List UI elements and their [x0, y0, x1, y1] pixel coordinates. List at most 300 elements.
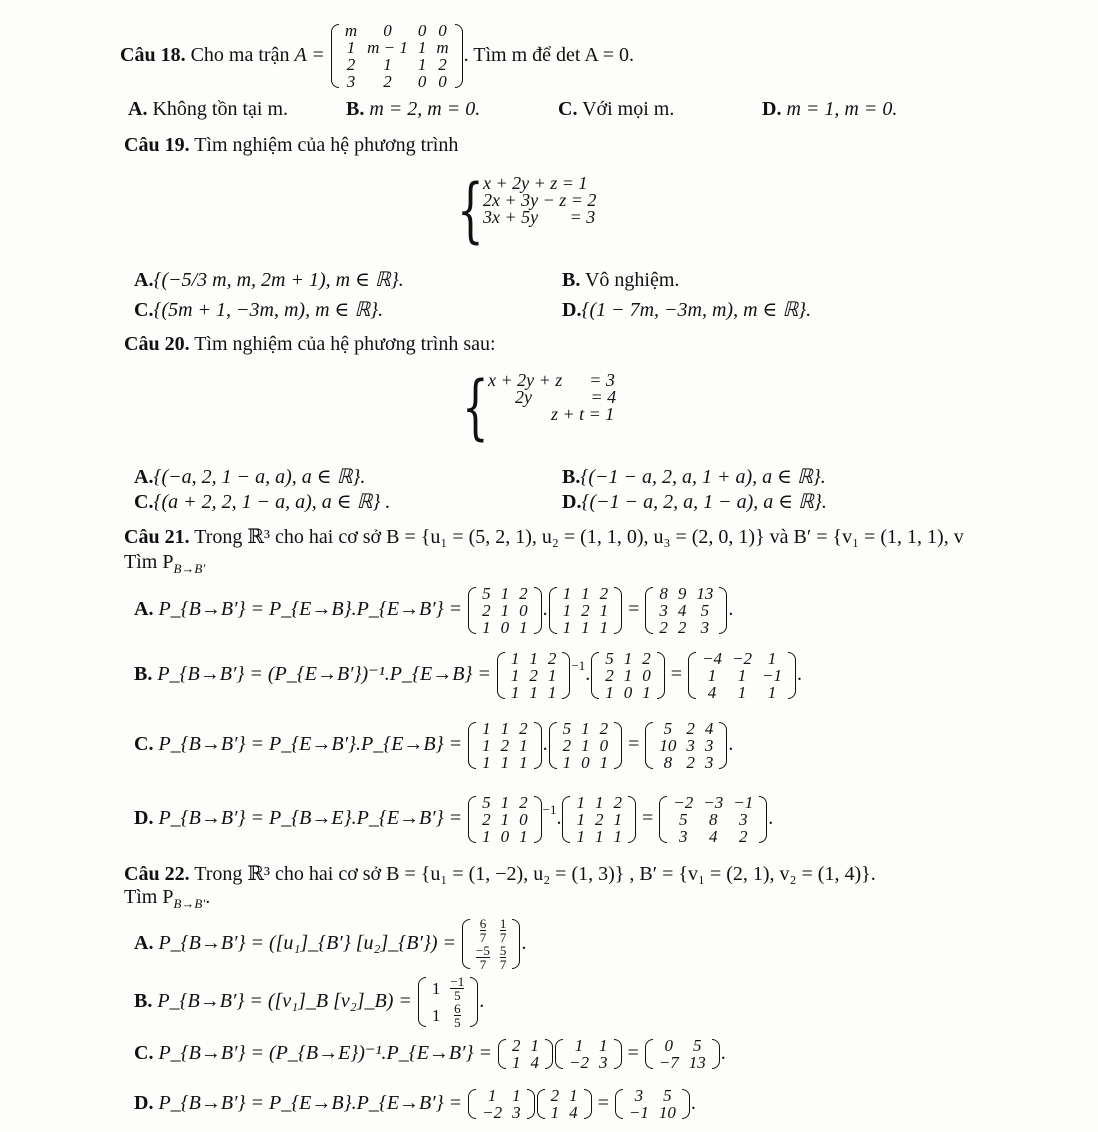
- matrix-cell: 3: [700, 617, 710, 637]
- matrix: [467, 720, 543, 771]
- answer-option[interactable]: [134, 465, 365, 489]
- matrix-cell: 2: [599, 583, 609, 603]
- option-label: B.: [346, 98, 365, 120]
- option-label: B.: [562, 269, 581, 291]
- matrix-cell: −3: [703, 792, 724, 812]
- matrix: [461, 917, 521, 971]
- equals-sign: =: [665, 663, 688, 685]
- matrix-cell: 1: [599, 617, 609, 637]
- matrix: [561, 794, 637, 845]
- matrix-cell: 2: [346, 55, 356, 75]
- matrix-cell: 8: [663, 752, 673, 772]
- matrix-cell: 1: [500, 752, 510, 772]
- answer-option[interactable]: [134, 298, 383, 322]
- question-label: Câu 21.: [124, 526, 190, 548]
- matrix-table: [427, 975, 469, 1029]
- matrix-cell: 1: [605, 682, 614, 702]
- answer-option[interactable]: [346, 97, 480, 121]
- equation: x + 2y + z = 1: [483, 173, 588, 193]
- option-formula: P_{B→B′} = P_{B→E}.P_{E→B′} =: [158, 807, 463, 829]
- matrix-cell: 5: [482, 792, 491, 812]
- matrix-cell: 1: [417, 55, 427, 75]
- matrix-cell: m: [344, 21, 358, 41]
- matrix-cell: [427, 1002, 446, 1029]
- matrix-cell: 1: [383, 55, 392, 75]
- matrix-cell: 3: [599, 1053, 608, 1073]
- equation: 3x + 5y = 3: [483, 207, 596, 227]
- answer-option[interactable]: [134, 785, 773, 851]
- matrix-cell: −2: [673, 792, 694, 812]
- matrix-cell: 1: [576, 809, 585, 829]
- option-text: m = 1, m = 0.: [786, 98, 898, 120]
- matrix: [417, 975, 479, 1029]
- matrix-cell: 1: [482, 718, 491, 738]
- matrix-cell: 4: [569, 1103, 578, 1123]
- answer-option[interactable]: [562, 298, 811, 322]
- matrix-cell: 1: [767, 648, 777, 668]
- answer-option[interactable]: [762, 97, 897, 121]
- option-text: {(5m + 1, −3m, m), m ∈ ℝ}.: [153, 299, 384, 321]
- matrix-cell: 2: [383, 72, 392, 92]
- matrix: [536, 1087, 593, 1121]
- matrix-cell: 13: [696, 583, 714, 603]
- fraction: [454, 1002, 461, 1029]
- matrix-table: [477, 1087, 525, 1121]
- answer-option[interactable]: [134, 1030, 726, 1076]
- matrix-cell: 5: [663, 718, 673, 738]
- matrix-cell: 1: [613, 809, 622, 829]
- option-label: B.: [562, 466, 581, 488]
- matrix-cell: 2: [686, 718, 695, 738]
- question-label: Câu 22.: [124, 863, 190, 885]
- result-matrix: [644, 1037, 721, 1071]
- matrix-cell: 1: [574, 1036, 584, 1056]
- matrix-cell: 1: [599, 752, 609, 772]
- option-label: D.: [562, 491, 582, 513]
- matrix-cell: 1: [562, 617, 572, 637]
- answer-option[interactable]: [134, 1080, 696, 1126]
- matrix-cell: [445, 1002, 469, 1029]
- matrix-cell: 1: [767, 682, 777, 702]
- matrix-cell: 1: [550, 1103, 560, 1123]
- option-formula: P_{B→B′} = (P_{B→E})⁻¹.P_{E→B′} =: [158, 1042, 493, 1064]
- option-label: A.: [134, 466, 154, 488]
- find-text: Tìm P: [124, 551, 174, 573]
- matrix-cell: 1: [482, 735, 491, 755]
- matrix-cell: 4: [704, 718, 714, 738]
- question-text: Trong ℝ³ cho hai cơ sở B = {u₁ = (1, −2), u₂ = (1, 3)} , B′ = {v₁ = (2, 1), v₂ = (1, 4)}.: [194, 863, 876, 885]
- matrix-A: [330, 22, 464, 90]
- question-19: [124, 133, 458, 157]
- equation: z + t = 1: [488, 404, 615, 424]
- question-label: Câu 19.: [124, 134, 190, 156]
- matrix-table: [477, 585, 533, 636]
- option-formula: P_{B→B′} = P_{E→B′}.P_{E→B} =: [158, 733, 463, 755]
- matrix-table: [654, 720, 718, 771]
- option-text: {(−5/3 m, m, 2m + 1), m ∈ ℝ}.: [153, 269, 404, 291]
- matrix-cell: 1: [519, 735, 528, 755]
- matrix-table: [558, 720, 614, 771]
- option-label: D.: [134, 807, 154, 829]
- equals-sign: =: [623, 598, 645, 620]
- denominator: 7: [479, 930, 487, 946]
- matrix-cell: 1: [510, 648, 520, 668]
- answer-option[interactable]: [134, 912, 526, 974]
- matrix-cell: 1: [642, 682, 651, 702]
- matrix-cell: 2: [512, 1036, 521, 1056]
- brace-icon: {: [457, 169, 484, 251]
- matrix-cell: 10: [659, 735, 677, 755]
- matrix-cell: 1: [581, 718, 590, 738]
- matrix-cell: 1: [623, 665, 633, 685]
- option-label: C.: [134, 1042, 154, 1064]
- matrix-cell: 1: [530, 1036, 540, 1056]
- matrix-cell: 8: [659, 583, 668, 603]
- matrix-cell: 2: [581, 600, 590, 620]
- matrix-cell: [445, 975, 469, 1002]
- matrix-cell: −2: [482, 1103, 503, 1123]
- numerator: −5: [476, 943, 490, 959]
- matrix-cell: 1: [417, 38, 427, 58]
- matrix-cell: m: [436, 38, 449, 58]
- matrix-cell: 0: [599, 735, 609, 755]
- option-label: A.: [134, 598, 154, 620]
- matrix-cell: 3: [659, 600, 668, 620]
- matrix-cell: 2: [519, 718, 528, 738]
- fraction: [480, 917, 487, 944]
- dot-operator: .: [542, 598, 548, 620]
- numerator: 6: [479, 916, 487, 932]
- matrix: [467, 794, 543, 845]
- answer-option[interactable]: [562, 268, 679, 292]
- matrix-cell: −1: [628, 1103, 649, 1123]
- matrix-cell: 0: [519, 809, 528, 829]
- find-subscript: B→B′: [173, 896, 206, 911]
- matrix-table: [571, 794, 627, 845]
- matrix-cell: m − 1: [367, 38, 408, 58]
- matrix-cell: 0: [417, 72, 427, 92]
- cell-value: 1: [431, 1006, 441, 1026]
- period: .: [479, 990, 485, 1012]
- matrix-cell: 3: [704, 752, 714, 772]
- matrix-cell: 1: [500, 583, 510, 603]
- matrix-cell: 2: [547, 648, 557, 668]
- matrix-cell: [495, 944, 512, 971]
- matrix-cell: 1: [500, 792, 510, 812]
- matrix-cell: 4: [707, 682, 717, 702]
- option-formula: P_{B→B′} = ([v₁]_B [v₂]_B) =: [157, 990, 412, 1012]
- matrix-cell: 1: [576, 826, 585, 846]
- question-21-find: [124, 550, 205, 581]
- matrix-cell: 1: [519, 826, 528, 846]
- matrix-table: [654, 1037, 711, 1071]
- matrix-cell: 2: [482, 809, 491, 829]
- matrix-cell: 1: [623, 648, 633, 668]
- option-formula: P_{B→B′} = ([u₁]_{B′} [u₂]_{B′}) =: [158, 932, 457, 954]
- brace-icon: {: [462, 366, 489, 448]
- question-label: Câu 20.: [124, 333, 190, 355]
- matrix-cell: 1: [613, 826, 622, 846]
- matrix-cell: 1: [576, 792, 585, 812]
- matrix-cell: 2: [519, 583, 528, 603]
- fraction: [476, 944, 490, 971]
- find-end: .: [205, 886, 211, 908]
- matrix-cell: 1: [562, 583, 572, 603]
- matrix-cell: −7: [658, 1053, 679, 1073]
- cell-value: 1: [431, 979, 441, 999]
- matrix-cell: 1: [594, 792, 604, 812]
- option-label: C.: [134, 733, 154, 755]
- equals-sign: =: [623, 733, 645, 755]
- matrix-cell: 1: [519, 752, 528, 772]
- dot-operator: .: [542, 733, 548, 755]
- matrix-cell: 4: [530, 1053, 540, 1073]
- option-text: {(1 − 7m, −3m, m), m ∈ ℝ}.: [581, 299, 812, 321]
- matrix-cell: 3: [738, 809, 748, 829]
- matrix-cell: 1: [510, 665, 520, 685]
- matrix-cell: 2: [686, 752, 695, 772]
- question-text: Tìm nghiệm của hệ phương trình: [194, 134, 459, 156]
- matrix: [467, 1087, 535, 1121]
- question-22: [124, 862, 876, 886]
- denominator: 5: [454, 988, 461, 1004]
- option-text: m = 2, m = 0.: [369, 98, 481, 120]
- matrix-cell: 5: [679, 809, 688, 829]
- option-label: A.: [134, 932, 154, 954]
- question-text: . Tìm m để det A = 0.: [463, 44, 634, 66]
- period: .: [690, 1092, 696, 1114]
- matrix-name: A =: [294, 44, 325, 66]
- result-matrix: [614, 1087, 691, 1121]
- matrix-table: [564, 1037, 612, 1071]
- matrix-cell: 1: [482, 617, 491, 637]
- option-text: {(−a, 2, 1 − a, a), a ∈ ℝ}.: [153, 466, 366, 488]
- matrix: [467, 585, 543, 636]
- option-label: C.: [134, 491, 154, 513]
- matrix-cell: 1: [562, 600, 572, 620]
- matrix-cell: 2: [613, 792, 622, 812]
- question-21: [124, 525, 964, 549]
- matrix-cell: 2: [738, 826, 748, 846]
- option-label: C.: [134, 299, 154, 321]
- option-label: A.: [128, 98, 148, 120]
- matrix-cell: 3: [679, 826, 688, 846]
- matrix-table: [340, 22, 454, 90]
- matrix-cell: 1: [737, 665, 747, 685]
- matrix-cell: 5: [693, 1036, 702, 1056]
- fraction: [450, 975, 464, 1002]
- matrix-cell: 1: [547, 682, 557, 702]
- matrix-cell: 2: [482, 600, 491, 620]
- matrix-cell: 1: [594, 826, 604, 846]
- matrix-cell: 3: [704, 735, 714, 755]
- answer-option[interactable]: [134, 490, 390, 514]
- denominator: 7: [499, 930, 507, 946]
- matrix: [497, 1037, 554, 1071]
- equals-sign: =: [636, 807, 659, 829]
- matrix-table: [624, 1087, 681, 1121]
- option-label: A.: [134, 269, 154, 291]
- matrix-cell: 5: [700, 600, 710, 620]
- option-text: {(−1 − a, 2, a, 1 − a), a ∈ ℝ}.: [581, 491, 827, 513]
- period: .: [796, 663, 802, 685]
- matrix-cell: 3: [686, 735, 695, 755]
- matrix-cell: 1: [512, 1053, 521, 1073]
- answer-option[interactable]: [562, 490, 827, 514]
- matrix-cell: 0: [519, 600, 528, 620]
- matrix: [548, 720, 624, 771]
- matrix-cell: 1: [562, 752, 572, 772]
- matrix: [548, 585, 624, 636]
- answer-option[interactable]: [134, 970, 484, 1032]
- matrix-cell: [471, 944, 495, 971]
- denominator: 5: [454, 1015, 461, 1031]
- period: .: [728, 733, 734, 755]
- answer-option[interactable]: [558, 97, 674, 121]
- matrix-cell: 2: [500, 735, 510, 755]
- matrix-table: [477, 794, 533, 845]
- matrix-cell: 1: [547, 665, 557, 685]
- matrix-cell: 0: [438, 21, 447, 41]
- result-matrix: [658, 794, 768, 845]
- matrix-cell: 1: [512, 1086, 521, 1106]
- answer-option[interactable]: [134, 713, 733, 775]
- period: .: [720, 1042, 726, 1064]
- inverse-exponent: −1: [542, 802, 557, 817]
- answer-option[interactable]: [562, 465, 826, 489]
- result-matrix: [687, 650, 797, 701]
- matrix-cell: 3: [346, 72, 356, 92]
- matrix-cell: 5: [663, 1086, 672, 1106]
- matrix-cell: 1: [581, 583, 590, 603]
- matrix-cell: 13: [688, 1053, 706, 1073]
- matrix-cell: 1: [482, 752, 491, 772]
- matrix-cell: 1: [519, 617, 528, 637]
- matrix: [496, 650, 572, 701]
- matrix-cell: 1: [529, 682, 538, 702]
- question-text: Trong ℝ³ cho hai cơ sở B = {u₁ = (5, 2, 1), u₂ = (1, 1, 0), u₃ = (2, 0, 1)} và B′ = {v₁ = (1, 1, 1), v: [194, 526, 964, 548]
- question-text: Cho ma trận: [190, 44, 290, 66]
- matrix-cell: 9: [677, 583, 687, 603]
- matrix-table: [558, 585, 614, 636]
- fraction: [500, 917, 507, 944]
- matrix-table: [506, 650, 562, 701]
- matrix-cell: 2: [438, 55, 447, 75]
- question-text: Tìm nghiệm của hệ phương trình sau:: [194, 333, 496, 355]
- matrix-table: [546, 1087, 583, 1121]
- answer-option[interactable]: [134, 578, 733, 640]
- matrix-cell: 2: [562, 735, 572, 755]
- matrix-cell: 0: [500, 617, 510, 637]
- option-label: D.: [562, 299, 582, 321]
- matrix-cell: 2: [605, 665, 614, 685]
- denominator: 7: [499, 957, 507, 973]
- matrix-table: [697, 650, 787, 701]
- period: .: [728, 598, 734, 620]
- matrix-cell: 2: [642, 648, 651, 668]
- matrix-cell: 1: [737, 682, 747, 702]
- matrix-cell: 2: [529, 665, 538, 685]
- matrix-cell: 0: [383, 21, 392, 41]
- option-formula: P_{B→B′} = P_{E→B}.P_{E→B′} =: [158, 598, 463, 620]
- option-text: {(a + 2, 2, 1 − a, a), a ∈ ℝ} .: [153, 491, 391, 513]
- question-18: [120, 20, 634, 90]
- matrix: [554, 1037, 622, 1071]
- matrix-cell: [495, 917, 512, 944]
- matrix-cell: 1: [529, 648, 538, 668]
- matrix-cell: 1: [581, 735, 590, 755]
- answer-option[interactable]: [134, 643, 802, 705]
- matrix-cell: 4: [677, 600, 687, 620]
- numerator: 1: [499, 916, 507, 932]
- matrix-cell: −2: [569, 1053, 589, 1073]
- numerator: 6: [454, 1001, 461, 1017]
- answer-option[interactable]: [134, 268, 404, 292]
- matrix-table: [507, 1037, 544, 1071]
- matrix-cell: 0: [664, 1036, 674, 1056]
- matrix-cell: 0: [581, 752, 590, 772]
- matrix-cell: 1: [500, 718, 510, 738]
- matrix-cell: 5: [605, 648, 614, 668]
- matrix-cell: [427, 975, 446, 1002]
- find-text: Tìm P: [124, 886, 174, 908]
- period: .: [768, 807, 774, 829]
- matrix-cell: −2: [732, 648, 752, 668]
- matrix-cell: −1: [733, 792, 754, 812]
- matrix-cell: 2: [594, 809, 604, 829]
- option-text: Không tồn tại m.: [152, 98, 288, 120]
- result-matrix: [644, 585, 728, 636]
- matrix-cell: 0: [417, 21, 427, 41]
- matrix-table: [600, 650, 656, 701]
- answer-option[interactable]: [128, 97, 288, 121]
- matrix-cell: 1: [487, 1086, 497, 1106]
- matrix-cell: 5: [562, 718, 572, 738]
- equals-sign: =: [622, 1042, 644, 1064]
- matrix-cell: 2: [519, 792, 528, 812]
- matrix-cell: [471, 917, 495, 944]
- matrix-cell: 1: [599, 1036, 608, 1056]
- matrix-cell: 1: [500, 600, 510, 620]
- dot-operator: .: [556, 807, 562, 829]
- matrix-cell: 0: [438, 72, 447, 92]
- period: .: [521, 932, 527, 954]
- denominator: 7: [479, 957, 487, 973]
- matrix-cell: 2: [677, 617, 687, 637]
- dot-operator: .: [585, 663, 591, 685]
- option-formula: P_{B→B′} = (P_{E→B′})⁻¹.P_{E→B} =: [157, 663, 491, 685]
- matrix-cell: 8: [708, 809, 718, 829]
- matrix: [590, 650, 666, 701]
- question-20: [124, 332, 496, 356]
- matrix-cell: 1: [510, 682, 520, 702]
- option-text: Với mọi m.: [582, 98, 675, 120]
- equals-sign: =: [592, 1092, 614, 1114]
- matrix-table: [668, 794, 758, 845]
- matrix-cell: 0: [623, 682, 633, 702]
- result-matrix: [644, 720, 728, 771]
- matrix-table: [477, 720, 533, 771]
- matrix-table: [471, 917, 511, 971]
- matrix-cell: 1: [581, 617, 590, 637]
- matrix-cell: 4: [708, 826, 718, 846]
- equation: x + 2y + z = 3: [488, 370, 615, 390]
- equation: 2x + 3y − z = 2: [483, 190, 597, 210]
- question-label: Câu 18.: [120, 44, 186, 66]
- matrix-cell: 2: [599, 718, 609, 738]
- matrix-cell: 1: [707, 665, 717, 685]
- find-subscript: B→B′: [173, 561, 206, 576]
